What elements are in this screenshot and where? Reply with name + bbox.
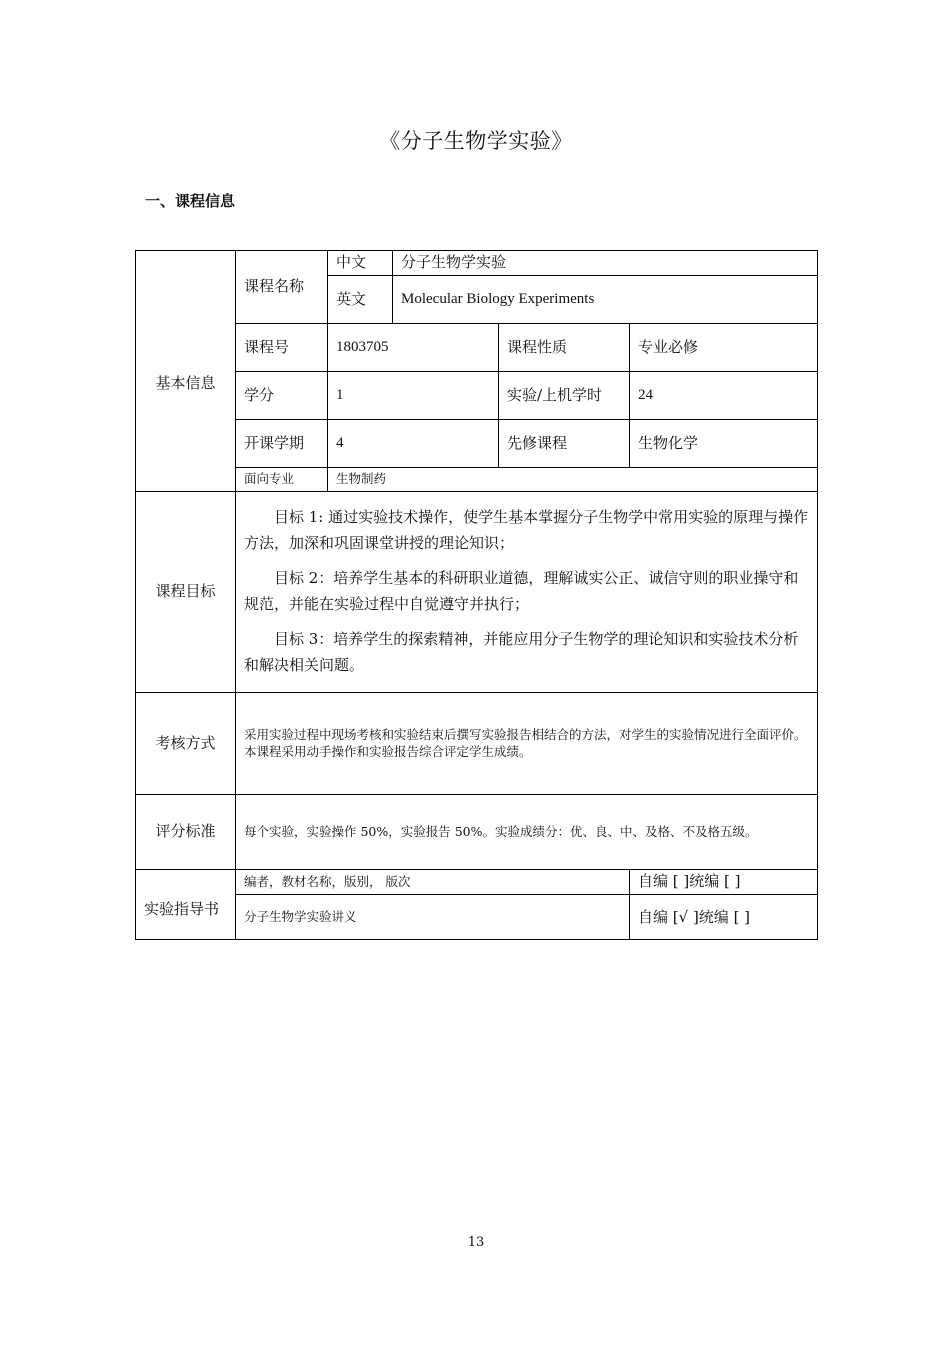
objective-3: 目标 3：培养学生的探索精神，并能应用分子生物学的理论知识和实验技术分析和解决相关问题。 [244, 630, 799, 674]
semester-value: 4 [328, 420, 499, 468]
course-info-table [135, 250, 818, 940]
course-number-value: 1803705 [328, 324, 499, 372]
guide-book-title: 分子生物学实验讲义 [236, 895, 630, 940]
english-label: 英文 [328, 276, 393, 324]
basic-info-label: 基本信息 [136, 251, 236, 492]
objectives-label: 课程目标 [136, 492, 236, 693]
course-nature-value: 专业必修 [630, 324, 818, 372]
objective-2: 目标 2：培养学生基本的科研职业道德，理解诚实公正、诚信守则的职业操守和规范，并能在实验过程中自觉遵守并执行； [244, 569, 799, 613]
guide-book-option: 自编 [√ ]统编 [ ] [630, 895, 818, 940]
target-major-label: 面向专业 [236, 468, 328, 492]
course-name-label: 课程名称 [236, 251, 328, 324]
document-title: 《分子生物学实验》 [379, 129, 573, 153]
assessment-text: 采用实验过程中现场考核和实验结束后撰写实验报告相结合的方法，对学生的实验情况进行全面评价。本课程采用动手操作和实验报告综合评定学生成绩。 [236, 693, 818, 795]
semester-label: 开课学期 [236, 420, 328, 468]
objective-1: 目标 1: 通过实验技术操作，使学生基本掌握分子生物学中常用实验的原理与操作方法，加深和巩固课堂讲授的理论知识； [244, 508, 809, 552]
lab-hours-value: 24 [630, 372, 818, 420]
course-nature-label: 课程性质 [499, 324, 630, 372]
target-major-value: 生物制药 [328, 468, 818, 492]
chinese-label: 中文 [328, 251, 393, 276]
prerequisite-value: 生物化学 [630, 420, 818, 468]
guide-book-header-option: 自编 [ ]统编 [ ] [630, 870, 818, 895]
page-number: 13 [467, 1235, 485, 1250]
guide-book-header: 编者，教材名称，版别， 版次 [236, 870, 630, 895]
prerequisite-label: 先修课程 [499, 420, 630, 468]
grading-text: 每个实验，实验操作 50%，实验报告 50%。实验成绩分：优、良、中、及格、不及格五级。 [236, 795, 818, 870]
assessment-label: 考核方式 [136, 693, 236, 795]
credit-label: 学分 [236, 372, 328, 420]
course-number-label: 课程号 [236, 324, 328, 372]
section-heading: 一、课程信息 [145, 192, 236, 210]
chinese-name-value: 分子生物学实验 [393, 251, 818, 276]
grading-label: 评分标准 [136, 795, 236, 870]
guide-book-label: 实验指导书 [136, 870, 236, 940]
objectives-cell [236, 492, 818, 693]
english-name-value: Molecular Biology Experiments [393, 276, 818, 324]
credit-value: 1 [328, 372, 499, 420]
lab-hours-label: 实验/上机学时 [499, 372, 630, 420]
